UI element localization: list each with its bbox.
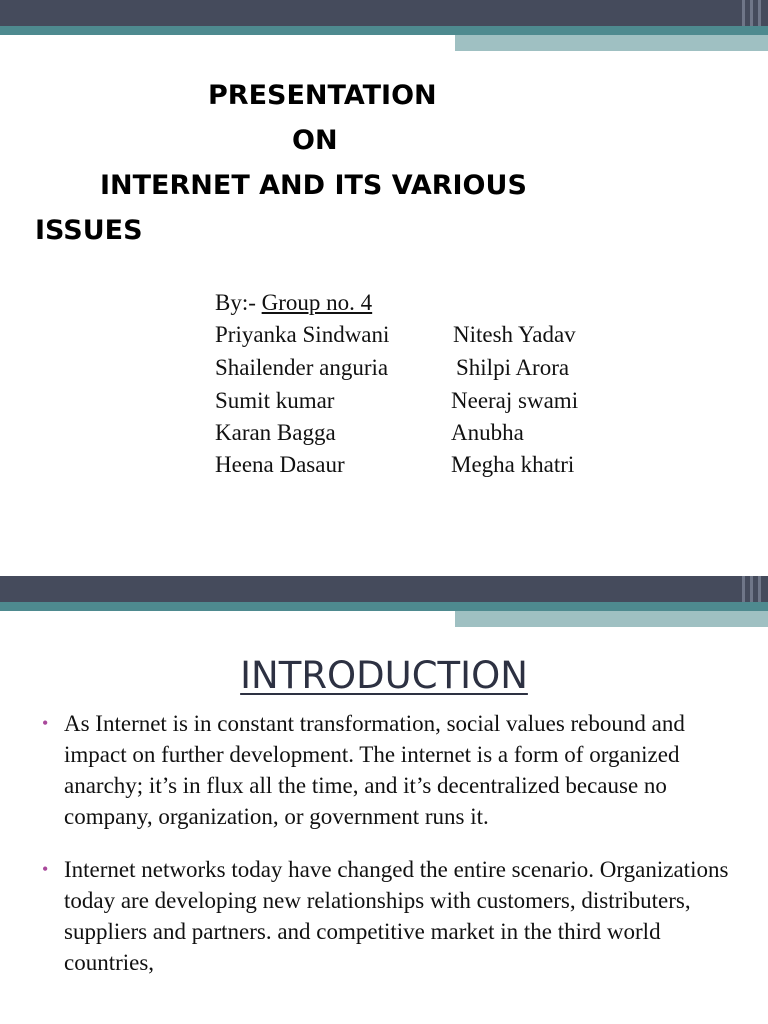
- title-line-4: ISSUES: [35, 215, 143, 246]
- title-line-1: PRESENTATION: [208, 80, 437, 111]
- member-left-2: Shailender anguria: [215, 355, 389, 380]
- bullet-item: [40, 854, 740, 978]
- bullet-list: [40, 708, 740, 1000]
- member-left-1: Priyanka Sindwani: [215, 322, 390, 347]
- header-bar-teal: [0, 602, 768, 611]
- member-right-1: Nitesh Yadav: [453, 322, 576, 347]
- header-bar-light: [455, 35, 768, 51]
- member-left-5: Heena Dasaur: [215, 452, 345, 477]
- member-left-3: Sumit kumar: [215, 388, 335, 413]
- header-bar-dark: [0, 0, 768, 26]
- header-bar-light: [455, 611, 768, 627]
- bullet-text: As Internet is in constant transformation, social values rebound and impact on further development. The internet is a form of organized anarchy; it’s in flux all the time, and it’s decentralized because no company, organization, or government runs it.: [64, 711, 685, 829]
- member-right-4: Anubha: [451, 420, 524, 445]
- header-bar-dark: [0, 576, 768, 602]
- bullet-dot-icon: •: [42, 713, 49, 733]
- member-right-5: Megha khatri: [451, 452, 575, 477]
- introduction-slide: [0, 576, 768, 1024]
- group-line: [215, 290, 372, 316]
- group-name: Group no. 4: [261, 290, 373, 315]
- member-right-2: Shilpi Arora: [456, 355, 570, 380]
- member-right-3: Neeraj swami: [451, 388, 579, 413]
- by-label: By:-: [215, 290, 256, 315]
- bullet-item: [40, 708, 740, 832]
- slide-heading: INTRODUCTION: [240, 654, 528, 697]
- title-line-3: INTERNET AND ITS VARIOUS: [100, 170, 527, 201]
- title-line-2: ON: [292, 125, 338, 156]
- member-left-4: Karan Bagga: [215, 420, 336, 445]
- header-bar-teal: [0, 26, 768, 35]
- bullet-text: Internet networks today have changed the entire scenario. Organizations today are developing new relationships with customers, distributers, suppliers and partners. and competitive market in the third world countries,: [64, 857, 729, 975]
- bullet-dot-icon: •: [42, 859, 49, 879]
